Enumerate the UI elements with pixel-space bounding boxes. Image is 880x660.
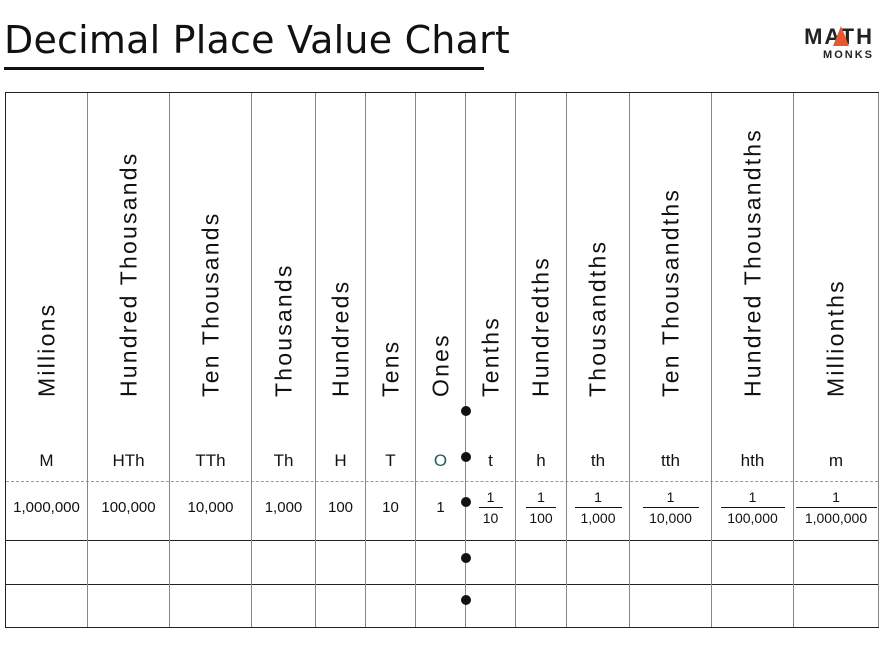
- logo-top-text: MATH: [804, 24, 874, 49]
- column-name: Hundred Thousands: [115, 151, 141, 397]
- column-name: Hundreds: [327, 279, 353, 397]
- column-name-wrap: [316, 93, 365, 428]
- column-value: 100: [327, 499, 354, 516]
- column-abbreviation: h: [536, 451, 546, 470]
- column-name: Millionths: [822, 279, 849, 397]
- column-name-wrap: [794, 93, 878, 428]
- fraction-denominator: 100: [529, 510, 553, 526]
- logo-bottom-text: MONKS: [823, 49, 874, 61]
- column-hundreds: [316, 93, 366, 627]
- column-name: Tens: [377, 339, 403, 397]
- column-name: Tenths: [477, 316, 503, 397]
- decimal-point-3: [461, 497, 471, 507]
- column-abbreviation: HTh: [112, 451, 145, 470]
- column-value: 100,000: [101, 499, 156, 516]
- column-millions: [6, 93, 88, 627]
- column-value: 10: [382, 499, 399, 516]
- column-name-wrap: [712, 93, 793, 428]
- column-name-wrap: [88, 93, 169, 428]
- column-abbreviation: th: [590, 451, 606, 470]
- column-name-wrap: [252, 93, 315, 428]
- column-abbreviation: H: [334, 451, 347, 470]
- column-abbreviation: TTh: [195, 451, 226, 470]
- column-name-wrap: [6, 93, 87, 428]
- column-hundred-thousands: [88, 93, 170, 627]
- column-name: Ten Thousandths: [657, 187, 683, 397]
- column-name: Ten Thousands: [197, 211, 223, 397]
- column-abbreviation: T: [385, 451, 396, 470]
- fraction-denominator: 10: [482, 510, 499, 526]
- column-name: Ones: [427, 333, 453, 397]
- column-fraction: [794, 487, 878, 528]
- logo-triangle-icon: [833, 26, 849, 46]
- column-abbreviation: t: [488, 451, 493, 470]
- page-title: Decimal Place Value Chart: [4, 18, 510, 62]
- column-name: Thousandths: [584, 239, 611, 397]
- fraction-numerator: 1: [594, 489, 602, 505]
- column-hundred-thousandths: [712, 93, 794, 627]
- column-hundredths: [516, 93, 567, 627]
- decimal-point-2: [461, 452, 471, 462]
- column-name: Hundredths: [527, 256, 554, 397]
- column-value: 1: [436, 499, 445, 516]
- decimal-point-4: [461, 553, 471, 563]
- column-abbreviation: O: [433, 451, 448, 470]
- column-name-wrap: [516, 93, 566, 428]
- fraction-denominator: 1,000: [580, 510, 616, 526]
- column-fraction: [567, 487, 629, 528]
- column-abbreviation: m: [828, 451, 844, 470]
- column-fraction: [516, 487, 566, 528]
- fraction-numerator: 1: [748, 489, 757, 505]
- column-name-wrap: [366, 93, 415, 428]
- column-fraction: [466, 487, 515, 528]
- column-name: Thousands: [270, 263, 296, 397]
- column-name-wrap: [416, 93, 465, 428]
- column-thousands: [252, 93, 316, 627]
- column-name-wrap: [466, 93, 515, 428]
- column-tens: [366, 93, 416, 627]
- column-tenths: [466, 93, 516, 627]
- decimal-point-1: [461, 406, 471, 416]
- column-fraction: [712, 487, 793, 528]
- column-ten-thousandths: [630, 93, 712, 627]
- fraction-numerator: 1: [537, 489, 545, 505]
- column-abbreviation: hth: [740, 451, 765, 470]
- math-monks-logo: [800, 24, 874, 64]
- column-name-wrap: [170, 93, 251, 428]
- fraction-denominator: 10,000: [649, 510, 692, 526]
- column-name: Hundred Thousandths: [739, 128, 765, 397]
- column-thousandths: [567, 93, 630, 627]
- fraction-numerator: 1: [486, 489, 495, 505]
- fraction-numerator: 1: [832, 489, 840, 505]
- column-value: 10,000: [187, 499, 234, 516]
- fraction-denominator: 1,000,000: [804, 510, 868, 526]
- title-underline: [4, 67, 484, 70]
- place-value-chart: [5, 92, 879, 628]
- column-ones: [416, 93, 466, 627]
- column-value: 1,000,000: [13, 499, 80, 516]
- column-name-wrap: [630, 93, 711, 428]
- column-millionths: [794, 93, 879, 627]
- column-abbreviation: tth: [661, 451, 680, 470]
- column-name-wrap: [567, 93, 629, 428]
- fraction-denominator: 100,000: [727, 510, 778, 526]
- column-ten-thousands: [170, 93, 252, 627]
- fraction-numerator: 1: [666, 489, 675, 505]
- column-fraction: [630, 487, 711, 528]
- column-value: 1,000: [264, 499, 303, 516]
- column-abbreviation: Th: [273, 451, 294, 470]
- column-abbreviation: M: [39, 451, 54, 470]
- column-name: Millions: [33, 302, 59, 397]
- decimal-point-5: [461, 595, 471, 605]
